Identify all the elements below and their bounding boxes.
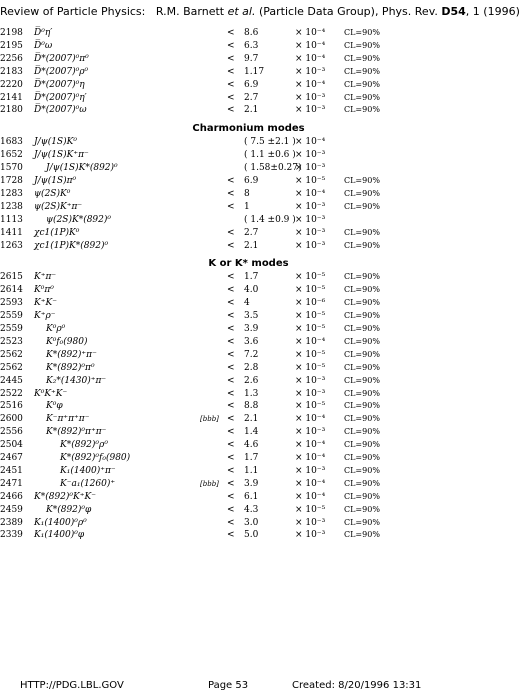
decay-mode: J/ψ(1S)K⁰: [34, 137, 77, 148]
decay-row: [0, 188, 497, 200]
comparison: <: [227, 349, 235, 360]
decay-row: [0, 53, 497, 65]
decay-row: [0, 388, 497, 400]
fraction-exponent: × 10⁻⁵: [295, 285, 326, 296]
confidence-level: CL=90%: [344, 92, 380, 102]
momentum-value: 2141: [0, 92, 23, 103]
decay-mode: K*(892)⁰ρ⁰: [60, 440, 108, 451]
bbb-note: [bbb]: [200, 479, 219, 488]
fraction-exponent: × 10⁻⁴: [295, 79, 326, 90]
comparison: <: [227, 530, 235, 541]
comparison: <: [227, 362, 235, 373]
fraction-value: 2.7: [244, 227, 259, 238]
decay-row: [0, 175, 497, 187]
confidence-level: CL=90%: [344, 105, 380, 115]
fraction-exponent: × 10⁻⁵: [295, 324, 326, 334]
footer-url: HTTP://PDG.LBL.GOV: [20, 680, 124, 691]
momentum-value: 2556: [0, 427, 23, 438]
decay-row: [0, 349, 497, 361]
decay-row: [0, 92, 497, 104]
momentum-value: 2516: [0, 401, 23, 412]
momentum-value: 2220: [0, 79, 23, 90]
momentum-value: 2559: [0, 311, 23, 322]
fraction-exponent: × 10⁻⁴: [295, 336, 326, 347]
fraction-value: 2.7: [244, 92, 259, 103]
fraction-value: 3.5: [244, 311, 259, 322]
comparison: <: [227, 188, 235, 199]
confidence-level: CL=90%: [344, 427, 380, 437]
momentum-value: 2600: [0, 414, 23, 425]
confidence-level: CL=90%: [344, 349, 380, 359]
decay-row: [0, 162, 497, 174]
decay-row: [0, 400, 497, 412]
fraction-exponent: × 10⁻³: [295, 92, 326, 103]
footer-created: Created: 8/20/1996 13:31: [292, 680, 422, 691]
fraction-value: 3.6: [244, 336, 259, 347]
fraction-value: 6.1: [244, 491, 259, 502]
decay-mode: K₁(1400)⁰ρ⁰: [34, 517, 87, 528]
confidence-level: CL=90%: [344, 53, 380, 63]
decay-mode: K⁰f₀(980): [46, 336, 88, 347]
fraction-exponent: × 10⁻⁴: [295, 28, 326, 38]
decay-mode: K⁺ρ⁻: [34, 311, 56, 322]
fraction-exponent: × 10⁻³: [295, 201, 326, 212]
confidence-level: CL=90%: [344, 375, 380, 385]
momentum-value: 1238: [0, 201, 23, 212]
momentum-value: 1263: [0, 240, 23, 251]
momentum-value: 2614: [0, 285, 23, 296]
confidence-level: CL=90%: [344, 324, 380, 333]
comparison: <: [227, 311, 235, 322]
decay-mode: K*(892)⁰K⁺K⁻: [34, 491, 96, 502]
fraction-value: 3.0: [244, 517, 259, 528]
decay-mode: ψ(2S)K⁰: [34, 188, 71, 199]
fraction-value: 8: [244, 188, 250, 199]
confidence-level: CL=90%: [344, 285, 380, 295]
decay-mode: K⁰π⁰: [34, 285, 54, 296]
fraction-exponent: × 10⁻⁴: [295, 137, 326, 148]
decay-row: [0, 240, 497, 252]
decay-mode: ψ(2S)K*(892)⁰: [46, 214, 112, 225]
decay-mode: D̅*(2007)⁰η: [34, 79, 85, 90]
decay-mode: K*(892)⁰φ: [46, 504, 92, 515]
fraction-value: 4.3: [244, 504, 259, 515]
comparison: <: [227, 336, 235, 347]
confidence-level: CL=90%: [344, 491, 380, 501]
momentum-value: 1570: [0, 163, 23, 174]
fraction-value: ( 1.58±0.27): [244, 163, 302, 174]
decay-row: [0, 271, 497, 283]
decay-mode: K*(892)⁰π⁰: [46, 362, 95, 373]
decay-row: [0, 336, 497, 348]
fraction-value: 2.1: [244, 240, 259, 251]
fraction-value: 6.3: [244, 40, 259, 51]
fraction-value: ( 7.5 ±2.1 ): [244, 137, 296, 148]
momentum-value: 2180: [0, 105, 23, 116]
fraction-exponent: × 10⁻³: [295, 427, 326, 438]
decay-mode: D̅⁰ω: [34, 40, 53, 51]
confidence-level: CL=90%: [344, 66, 380, 76]
decay-mode: J/ψ(1S)K⁺π⁻: [34, 150, 89, 161]
fraction-value: 6.9: [244, 79, 259, 90]
decay-row: [0, 214, 497, 226]
comparison: <: [227, 201, 235, 212]
fraction-value: 1.7: [244, 272, 259, 283]
decay-row: [0, 439, 497, 451]
momentum-value: 2451: [0, 465, 23, 476]
fraction-exponent: × 10⁻⁴: [295, 40, 326, 51]
decay-row: [0, 504, 497, 516]
decay-mode: K*(892)⁺π⁻: [46, 349, 97, 360]
comparison: <: [227, 28, 235, 38]
decay-mode: K⁺K⁻: [34, 298, 57, 309]
authors-group: (Particle Data Group), Phys. Rev.: [258, 5, 438, 18]
comparison: <: [227, 79, 235, 90]
decay-row: [0, 362, 497, 374]
fraction-value: 4.0: [244, 285, 259, 296]
decay-mode: K*(892)⁰π⁺π⁻: [46, 427, 107, 438]
fraction-value: 1.3: [244, 388, 259, 399]
momentum-value: 2339: [0, 530, 23, 541]
fraction-value: 9.7: [244, 53, 259, 64]
comparison: <: [227, 105, 235, 116]
momentum-value: 2504: [0, 440, 23, 451]
confidence-level: CL=90%: [344, 530, 380, 540]
decay-mode: K⁺π⁻: [34, 272, 57, 283]
fraction-exponent: × 10⁻³: [295, 388, 326, 399]
momentum-value: 2256: [0, 53, 23, 64]
confidence-level: CL=90%: [344, 453, 380, 462]
fraction-exponent: × 10⁻³: [295, 240, 326, 251]
section-title: K or K* modes: [208, 258, 289, 270]
section-title: Charmonium modes: [192, 123, 305, 135]
decay-row: [0, 79, 497, 91]
fraction-value: 3.9: [244, 324, 259, 334]
momentum-value: 2389: [0, 517, 23, 528]
decay-mode: K₁(1400)⁰φ: [34, 530, 85, 541]
decay-mode: D̅*(2007)⁰ρ⁰: [34, 66, 89, 77]
comparison: <: [227, 92, 235, 103]
fraction-value: 6.9: [244, 176, 259, 186]
comparison: <: [227, 176, 235, 186]
decay-row: [0, 529, 497, 541]
fraction-exponent: × 10⁻³: [295, 66, 326, 77]
decay-mode: K₂*(1430)⁺π⁻: [46, 375, 107, 386]
comparison: <: [227, 375, 235, 386]
decay-row: [0, 284, 497, 296]
confidence-level: CL=90%: [344, 362, 380, 372]
decay-mode: K⁻π⁺π⁺π⁻: [46, 414, 90, 425]
momentum-value: 2195: [0, 40, 23, 51]
fraction-value: 2.1: [244, 414, 259, 425]
confidence-level: CL=90%: [344, 40, 380, 50]
comparison: <: [227, 272, 235, 283]
momentum-value: 1283: [0, 188, 23, 199]
fraction-value: 3.9: [244, 478, 259, 489]
fraction-exponent: × 10⁻⁵: [295, 176, 326, 186]
decay-mode: K₁(1400)⁺π⁻: [60, 465, 116, 476]
fraction-exponent: × 10⁻⁴: [295, 414, 326, 425]
decay-mode: D̅⁰η′: [34, 28, 53, 38]
momentum-value: 2445: [0, 375, 23, 386]
confidence-level: CL=90%: [344, 227, 380, 237]
fraction-exponent: × 10⁻⁵: [295, 401, 326, 412]
volume: D54: [441, 5, 466, 18]
decay-row: [0, 478, 497, 490]
decay-mode: K⁰φ: [46, 401, 63, 412]
decay-row: [0, 517, 497, 529]
fraction-exponent: × 10⁻⁵: [295, 311, 326, 322]
comparison: <: [227, 427, 235, 438]
momentum-value: 2593: [0, 298, 23, 309]
fraction-exponent: × 10⁻⁵: [295, 349, 326, 360]
decay-mode: χc1(1P)K*(892)⁰: [34, 240, 109, 251]
momentum-value: 2522: [0, 388, 23, 399]
decay-row: [0, 136, 497, 148]
momentum-value: 2562: [0, 349, 23, 360]
bbb-note: [bbb]: [200, 415, 219, 424]
confidence-level: CL=90%: [344, 188, 380, 198]
decay-row: [0, 66, 497, 78]
confidence-level: CL=90%: [344, 388, 380, 398]
decay-mode: D̅*(2007)⁰π⁰: [34, 53, 89, 64]
comparison: <: [227, 240, 235, 251]
fraction-exponent: × 10⁻⁵: [295, 504, 326, 515]
confidence-level: CL=90%: [344, 201, 380, 211]
decay-row: [0, 310, 497, 322]
decay-row: [0, 465, 497, 477]
comparison: <: [227, 324, 235, 334]
confidence-level: CL=90%: [344, 272, 380, 282]
momentum-value: 2459: [0, 504, 23, 515]
momentum-value: 1652: [0, 150, 23, 161]
momentum-value: 1113: [0, 214, 23, 225]
confidence-level: CL=90%: [344, 465, 380, 475]
decay-mode: J/ψ(1S)π⁰: [34, 176, 77, 186]
fraction-exponent: × 10⁻³: [295, 214, 326, 225]
momentum-value: 2198: [0, 28, 23, 38]
momentum-value: 1683: [0, 137, 23, 148]
decay-row: [0, 227, 497, 239]
fraction-exponent: × 10⁻³: [295, 465, 326, 476]
fraction-value: 2.1: [244, 105, 259, 116]
confidence-level: CL=90%: [344, 311, 380, 321]
fraction-value: 8.6: [244, 28, 259, 38]
fraction-value: ( 1.4 ±0.9 ): [244, 214, 296, 225]
confidence-level: CL=90%: [344, 478, 380, 488]
fraction-exponent: × 10⁻³: [295, 517, 326, 528]
fraction-exponent: × 10⁻³: [295, 150, 326, 161]
fraction-value: ( 1.1 ±0.6 ): [244, 150, 296, 161]
authors: R.M. Barnett: [155, 5, 225, 18]
fraction-value: 1.7: [244, 453, 259, 463]
decay-mode: K⁻a₁(1260)⁺: [60, 478, 116, 489]
decay-row: [0, 104, 497, 116]
confidence-level: CL=90%: [344, 414, 380, 424]
comparison: <: [227, 517, 235, 528]
comparison: <: [227, 414, 235, 425]
fraction-value: 1: [244, 201, 250, 212]
decay-mode: K*(892)⁰f₀(980): [60, 453, 131, 463]
fraction-value: 2.6: [244, 375, 259, 386]
fraction-exponent: × 10⁻³: [295, 375, 326, 386]
fraction-exponent: × 10⁻³: [295, 163, 326, 174]
decay-row: [0, 40, 497, 52]
comparison: <: [227, 401, 235, 412]
decay-row: [0, 323, 497, 335]
comparison: <: [227, 491, 235, 502]
comparison: <: [227, 40, 235, 51]
decay-mode: D̅*(2007)⁰ω: [34, 105, 87, 116]
fraction-exponent: × 10⁻⁴: [295, 440, 326, 451]
decay-row: [0, 491, 497, 503]
fraction-value: 4: [244, 298, 250, 309]
fraction-exponent: × 10⁻⁴: [295, 491, 326, 502]
fraction-value: 8.8: [244, 401, 259, 412]
confidence-level: CL=90%: [344, 298, 380, 308]
fraction-value: 4.6: [244, 440, 259, 451]
fraction-exponent: × 10⁻³: [295, 530, 326, 541]
confidence-level: CL=90%: [344, 240, 380, 250]
comparison: <: [227, 440, 235, 451]
fraction-value: 1.17: [244, 66, 265, 77]
comparison: <: [227, 504, 235, 515]
confidence-level: CL=90%: [344, 79, 380, 89]
confidence-level: CL=90%: [344, 28, 380, 37]
decay-row: [0, 297, 497, 309]
momentum-value: 2559: [0, 324, 23, 334]
decay-row: [0, 375, 497, 387]
fraction-value: 7.2: [244, 349, 259, 360]
momentum-value: 2183: [0, 66, 23, 77]
confidence-level: CL=90%: [344, 440, 380, 450]
confidence-level: CL=90%: [344, 517, 380, 527]
momentum-value: 2523: [0, 336, 23, 347]
momentum-value: 2562: [0, 362, 23, 373]
decay-row: [0, 452, 497, 464]
decay-row: [0, 149, 497, 161]
decay-row: [0, 201, 497, 213]
fraction-exponent: × 10⁻⁴: [295, 188, 326, 199]
comparison: <: [227, 388, 235, 399]
footer-page: Page 53: [208, 680, 249, 691]
confidence-level: CL=90%: [344, 504, 380, 514]
momentum-value: 1411: [0, 227, 23, 238]
fraction-value: 2.8: [244, 362, 259, 373]
momentum-value: 2466: [0, 491, 23, 502]
confidence-level: CL=90%: [344, 176, 380, 185]
comparison: <: [227, 298, 235, 309]
fraction-exponent: × 10⁻⁵: [295, 272, 326, 283]
decay-mode: K⁰ρ⁰: [46, 324, 66, 334]
momentum-value: 2471: [0, 478, 23, 489]
momentum-value: 2615: [0, 272, 23, 283]
comparison: <: [227, 285, 235, 296]
comparison: <: [227, 478, 235, 489]
decay-row: [0, 413, 497, 425]
fraction-exponent: × 10⁻⁴: [295, 53, 326, 64]
fraction-exponent: × 10⁻³: [295, 105, 326, 116]
comparison: <: [227, 66, 235, 77]
decay-mode: K⁰K⁺K⁻: [34, 388, 68, 399]
authors-etal: et al.: [227, 5, 256, 18]
fraction-exponent: × 10⁻⁵: [295, 362, 326, 373]
comparison: <: [227, 453, 235, 463]
comparison: <: [227, 465, 235, 476]
fraction-exponent: × 10⁻⁴: [295, 478, 326, 489]
momentum-value: 2467: [0, 453, 23, 463]
decay-mode: D̅*(2007)⁰η′: [34, 92, 87, 103]
confidence-level: CL=90%: [344, 336, 380, 346]
fraction-value: 1.1: [244, 465, 259, 476]
momentum-value: 1728: [0, 176, 23, 186]
decay-mode: ψ(2S)K⁺π⁻: [34, 201, 83, 212]
decay-row: [0, 426, 497, 438]
fraction-exponent: × 10⁻⁶: [295, 298, 326, 309]
journal-name: Review of Particle Physics:: [0, 5, 146, 18]
fraction-value: 5.0: [244, 530, 259, 541]
fraction-exponent: × 10⁻⁴: [295, 453, 326, 463]
confidence-level: CL=90%: [344, 401, 380, 411]
comparison: <: [227, 227, 235, 238]
decay-mode: χc1(1P)K⁰: [34, 227, 80, 238]
decay-mode: J/ψ(1S)K*(892)⁰: [46, 163, 118, 174]
decay-row: [0, 27, 497, 39]
page-year: , 1 (1996): [465, 5, 520, 18]
fraction-value: 1.4: [244, 427, 259, 438]
fraction-exponent: × 10⁻³: [295, 227, 326, 238]
comparison: <: [227, 53, 235, 64]
